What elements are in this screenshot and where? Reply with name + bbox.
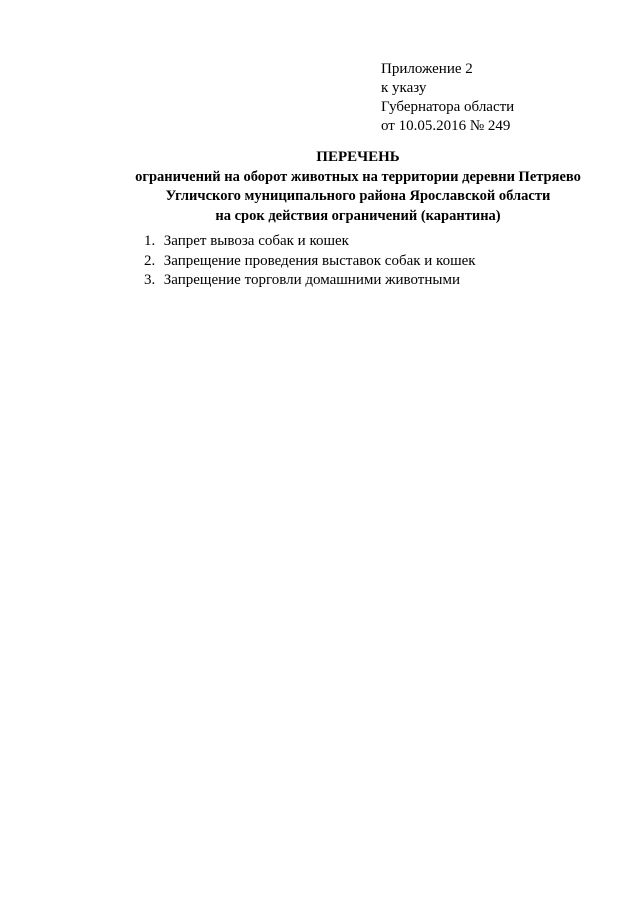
heading-line-2: Угличского муниципального района Ярославской области	[165, 188, 551, 204]
appendix-date-number: от 10.05.2016 № 249	[381, 118, 511, 134]
restrictions-list	[144, 232, 476, 291]
list-item-text: Запрет вывоза собак и кошек	[163, 233, 349, 249]
list-item-number: 2.	[144, 252, 156, 269]
list-item	[144, 271, 476, 291]
list-item-text: Запрещение торговли домашними животными	[163, 272, 460, 288]
list-item-number: 3.	[144, 272, 156, 288]
list-item-number: 1.	[144, 233, 156, 249]
appendix-decree-ref: к указу	[381, 80, 427, 96]
list-item	[144, 232, 476, 252]
document-heading	[0, 148, 640, 226]
list-item	[144, 252, 476, 272]
heading-line-1: ограничений на оборот животных на территории деревни Петряево	[135, 168, 581, 185]
appendix-number: Приложение 2	[381, 61, 473, 77]
appendix-reference	[381, 60, 514, 136]
list-item-text: Запрещение проведения выставок собак и кошек	[163, 252, 476, 269]
document-title: ПЕРЕЧЕНЬ	[316, 149, 400, 165]
heading-line-3: на срок действия ограничений (карантина)	[215, 207, 501, 224]
appendix-issuer: Губернатора области	[381, 99, 515, 115]
